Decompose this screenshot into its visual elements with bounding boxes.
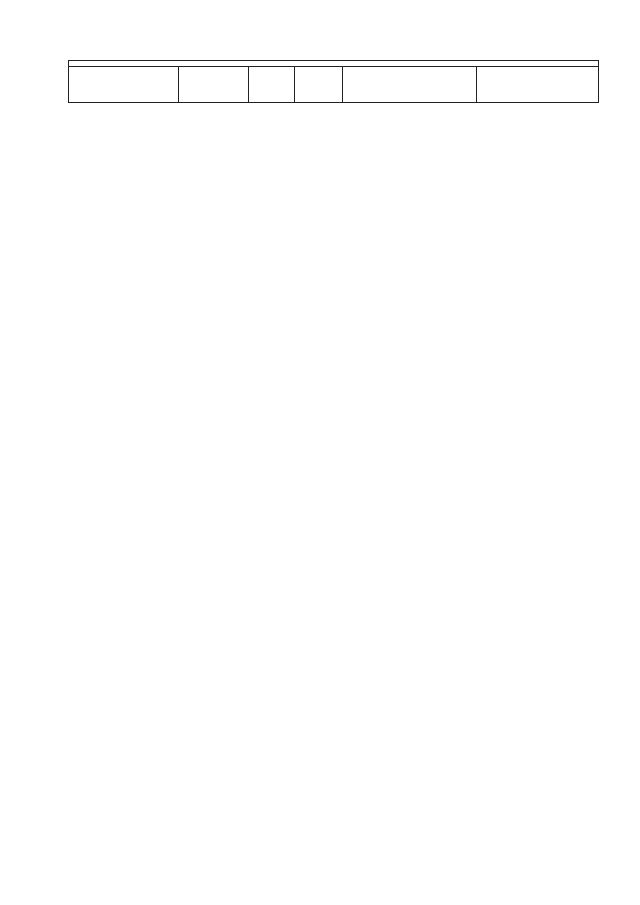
accounts-table — [68, 60, 599, 103]
description-right — [477, 67, 599, 103]
account-code — [179, 67, 249, 103]
table-row — [69, 67, 599, 103]
sub-code-b — [295, 67, 343, 103]
group-label — [69, 67, 179, 103]
sub-code-a — [249, 67, 295, 103]
description-mid — [343, 67, 477, 103]
